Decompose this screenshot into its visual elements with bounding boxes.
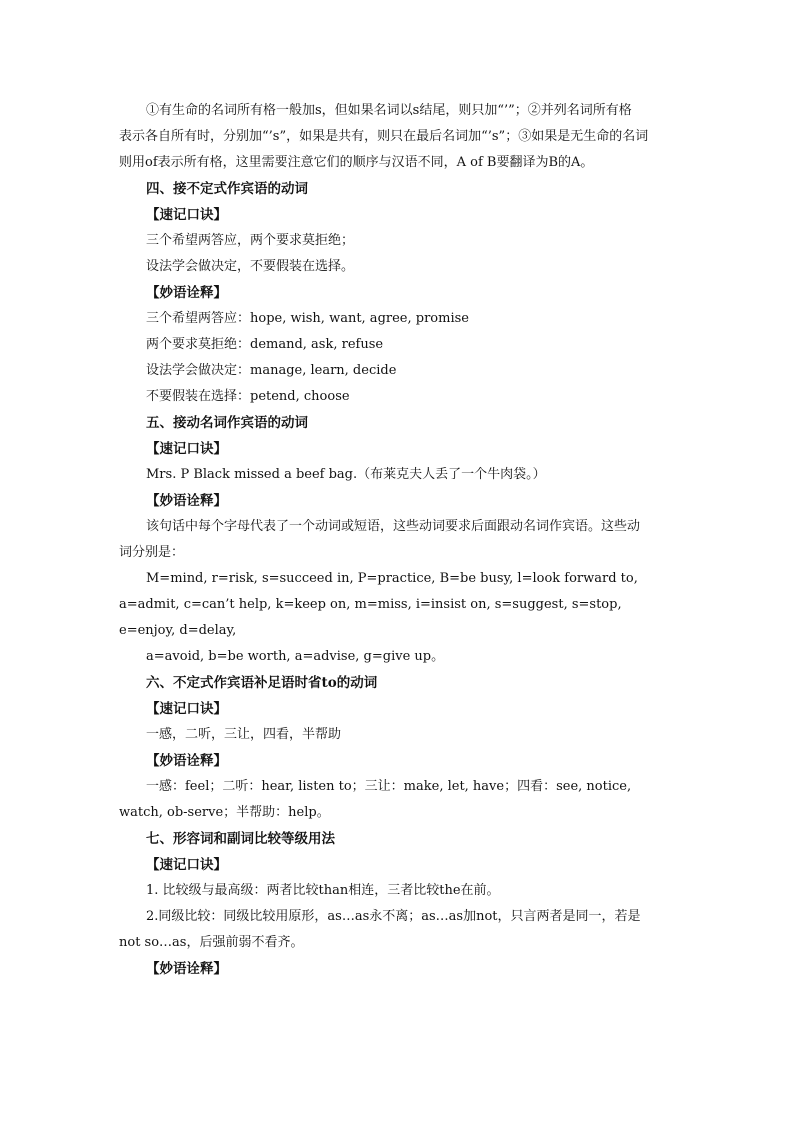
text-line: 1. 比较级与最高级：两者比较than相连，三者比较the在前。 xyxy=(146,883,500,898)
section-heading: 七、形容词和副词比较等级用法 xyxy=(146,831,335,847)
text-line: 一感：feel；二听：hear, listen to；三让：make, let, have；四看：see, notice, xyxy=(146,779,632,794)
section-heading: 六、不定式作宾语补足语时省to的动词 xyxy=(146,675,378,691)
text-line: 表示各自所有时，分别加“’s”，如果是共有，则只在最后名词加“’s”；③如果是无生命的名词 xyxy=(119,129,649,144)
text-line: a=admit, c=can’t help, k=keep on, m=miss, i=insist on, s=suggest, s=stop, xyxy=(119,597,622,612)
section-heading: 【速记口诀】 xyxy=(146,857,227,873)
section-heading: 【妙语诠释】 xyxy=(146,493,227,509)
text-line: 设法学会做决定：manage, learn, decide xyxy=(146,363,397,378)
text-line: a=avoid, b=be worth, a=advise, g=give up。 xyxy=(146,649,445,664)
section-heading: 【妙语诠释】 xyxy=(146,285,227,301)
text-line: Mrs. P Black missed a beef bag.（布莱克夫人丢了一个牛肉袋。） xyxy=(146,467,546,482)
text-line: 三个希望两答应，两个要求莫拒绝； xyxy=(146,233,355,248)
section-heading: 【速记口诀】 xyxy=(146,207,227,223)
text-line: 两个要求莫拒绝：demand, ask, refuse xyxy=(146,337,384,352)
section-heading: 【速记口诀】 xyxy=(146,441,227,457)
section-heading: 【速记口诀】 xyxy=(146,701,227,717)
text-line: 三个希望两答应：hope, wish, want, agree, promise xyxy=(146,311,469,326)
text-line: 不要假装在选择：petend, choose xyxy=(146,389,350,404)
section-heading: 四、接不定式作宾语的动词 xyxy=(146,181,308,197)
section-heading: 【妙语诠释】 xyxy=(146,961,227,977)
text-line: 2.同级比较：同级比较用原形，as…as永不离；as…as加not，只言两者是同一，若是 xyxy=(146,909,641,924)
document-page xyxy=(119,98,659,982)
text-line: ①有生命的名词所有格一般加s，但如果名词以s结尾，则只加“’”；②并列名词所有格 xyxy=(146,103,632,118)
text-line: not so…as，后强前弱不看齐。 xyxy=(119,935,304,950)
text-line: 则用of表示所有格，这里需要注意它们的顺序与汉语不同，A of B要翻译为B的A。 xyxy=(119,155,594,170)
text-line: 一感，二听，三让，四看，半帮助 xyxy=(146,727,342,742)
section-heading: 【妙语诠释】 xyxy=(146,753,227,769)
text-line: M=mind, r=risk, s=succeed in, P=practice, B=be busy, l=look forward to, xyxy=(146,571,638,586)
text-line: watch, ob-serve；半帮助：help。 xyxy=(119,805,330,820)
text-line: 词分别是： xyxy=(119,545,185,560)
section-heading: 五、接动名词作宾语的动词 xyxy=(146,415,308,431)
text-line: 该句话中每个字母代表了一个动词或短语，这些动词要求后面跟动名词作宾语。这些动 xyxy=(146,519,641,534)
text-line: 设法学会做决定，不要假装在选择。 xyxy=(146,259,355,274)
text-line: e=enjoy, d=delay, xyxy=(119,623,237,638)
